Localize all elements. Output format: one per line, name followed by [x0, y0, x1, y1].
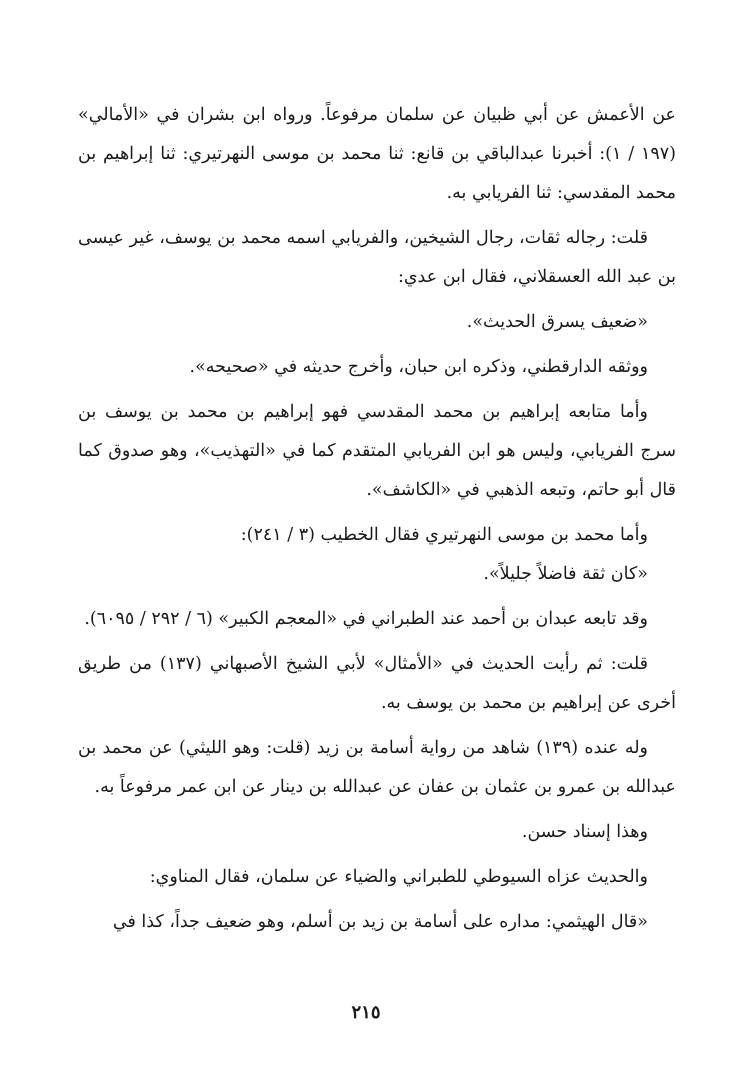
- paragraph-10: وله عنده (١٣٩) شاهد من رواية أسامة بن زيد (قلت: وهو الليثي) عن محمد بن عبدالله بن عمرو بن عثمان بن عفان عن عبدالله بن دينار عن ابن عمر مرفوعاً به.: [78, 738, 676, 797]
- page-number: ٢١٥: [351, 1002, 381, 1023]
- paragraph-13: «قال الهيثمي: مداره على أسامة بن زيد بن أسلم، وهو ضعيف جداً، كذا في: [112, 912, 648, 932]
- page-body-text: [78, 96, 676, 942]
- paragraph-9: قلت: ثم رأيت الحديث في «الأمثال» لأبي الشيخ الأصبهاني (١٣٧) من طريق أخرى عن إبراهيم بن محمد بن يوسف به.: [78, 654, 676, 713]
- paragraph-8: وقد تابعه عبدان بن أحمد عند الطبراني في «المعجم الكبير» (٦ / ٢٩٢ / ٦٠٩٥).: [84, 609, 648, 629]
- paragraph-12: والحديث عزاه السيوطي للطبراني والضياء عن سلمان، فقال المناوي:: [149, 867, 648, 887]
- paragraph-1: عن الأعمش عن أبي ظبيان عن سلمان مرفوعاً. ورواه ابن بشران في «الأمالي» (١٩٧ / ١): أخبرنا عبدالباقي بن قانع: ثنا محمد بن موسى النهرتيري: ثنا إبراهيم بن محمد المقدسي: ثنا الفريابي به.: [78, 105, 676, 203]
- paragraph-3: «ضعيف يسرق الحديث».: [466, 312, 648, 332]
- paragraph-5: وأما متابعه إبراهيم بن محمد المقدسي فهو إبراهيم بن محمد بن يوسف بن سرج الفريابي، وليس هو ابن الفريابي المتقدم كما في «التهذيب»، وهو صدوق كما قال أبو حاتم، وتبعه الذهبي في «الكاشف».: [78, 402, 676, 500]
- paragraph-11: وهذا إسناد حسن.: [521, 822, 648, 842]
- paragraph-2: قلت: رجاله ثقات، رجال الشيخين، والفريابي اسمه محمد بن يوسف، غير عيسى بن عبد الله العسقلاني، فقال ابن عدي:: [78, 228, 676, 287]
- paragraph-4: ووثقه الدارقطني، وذكره ابن حبان، وأخرج حديثه في «صحيحه».: [189, 357, 648, 377]
- paragraph-6: وأما محمد بن موسى النهرتيري فقال الخطيب (٣ / ٢٤١):: [240, 525, 648, 545]
- paragraph-7: «كان ثقة فاضلاً جليلاً».: [483, 564, 648, 584]
